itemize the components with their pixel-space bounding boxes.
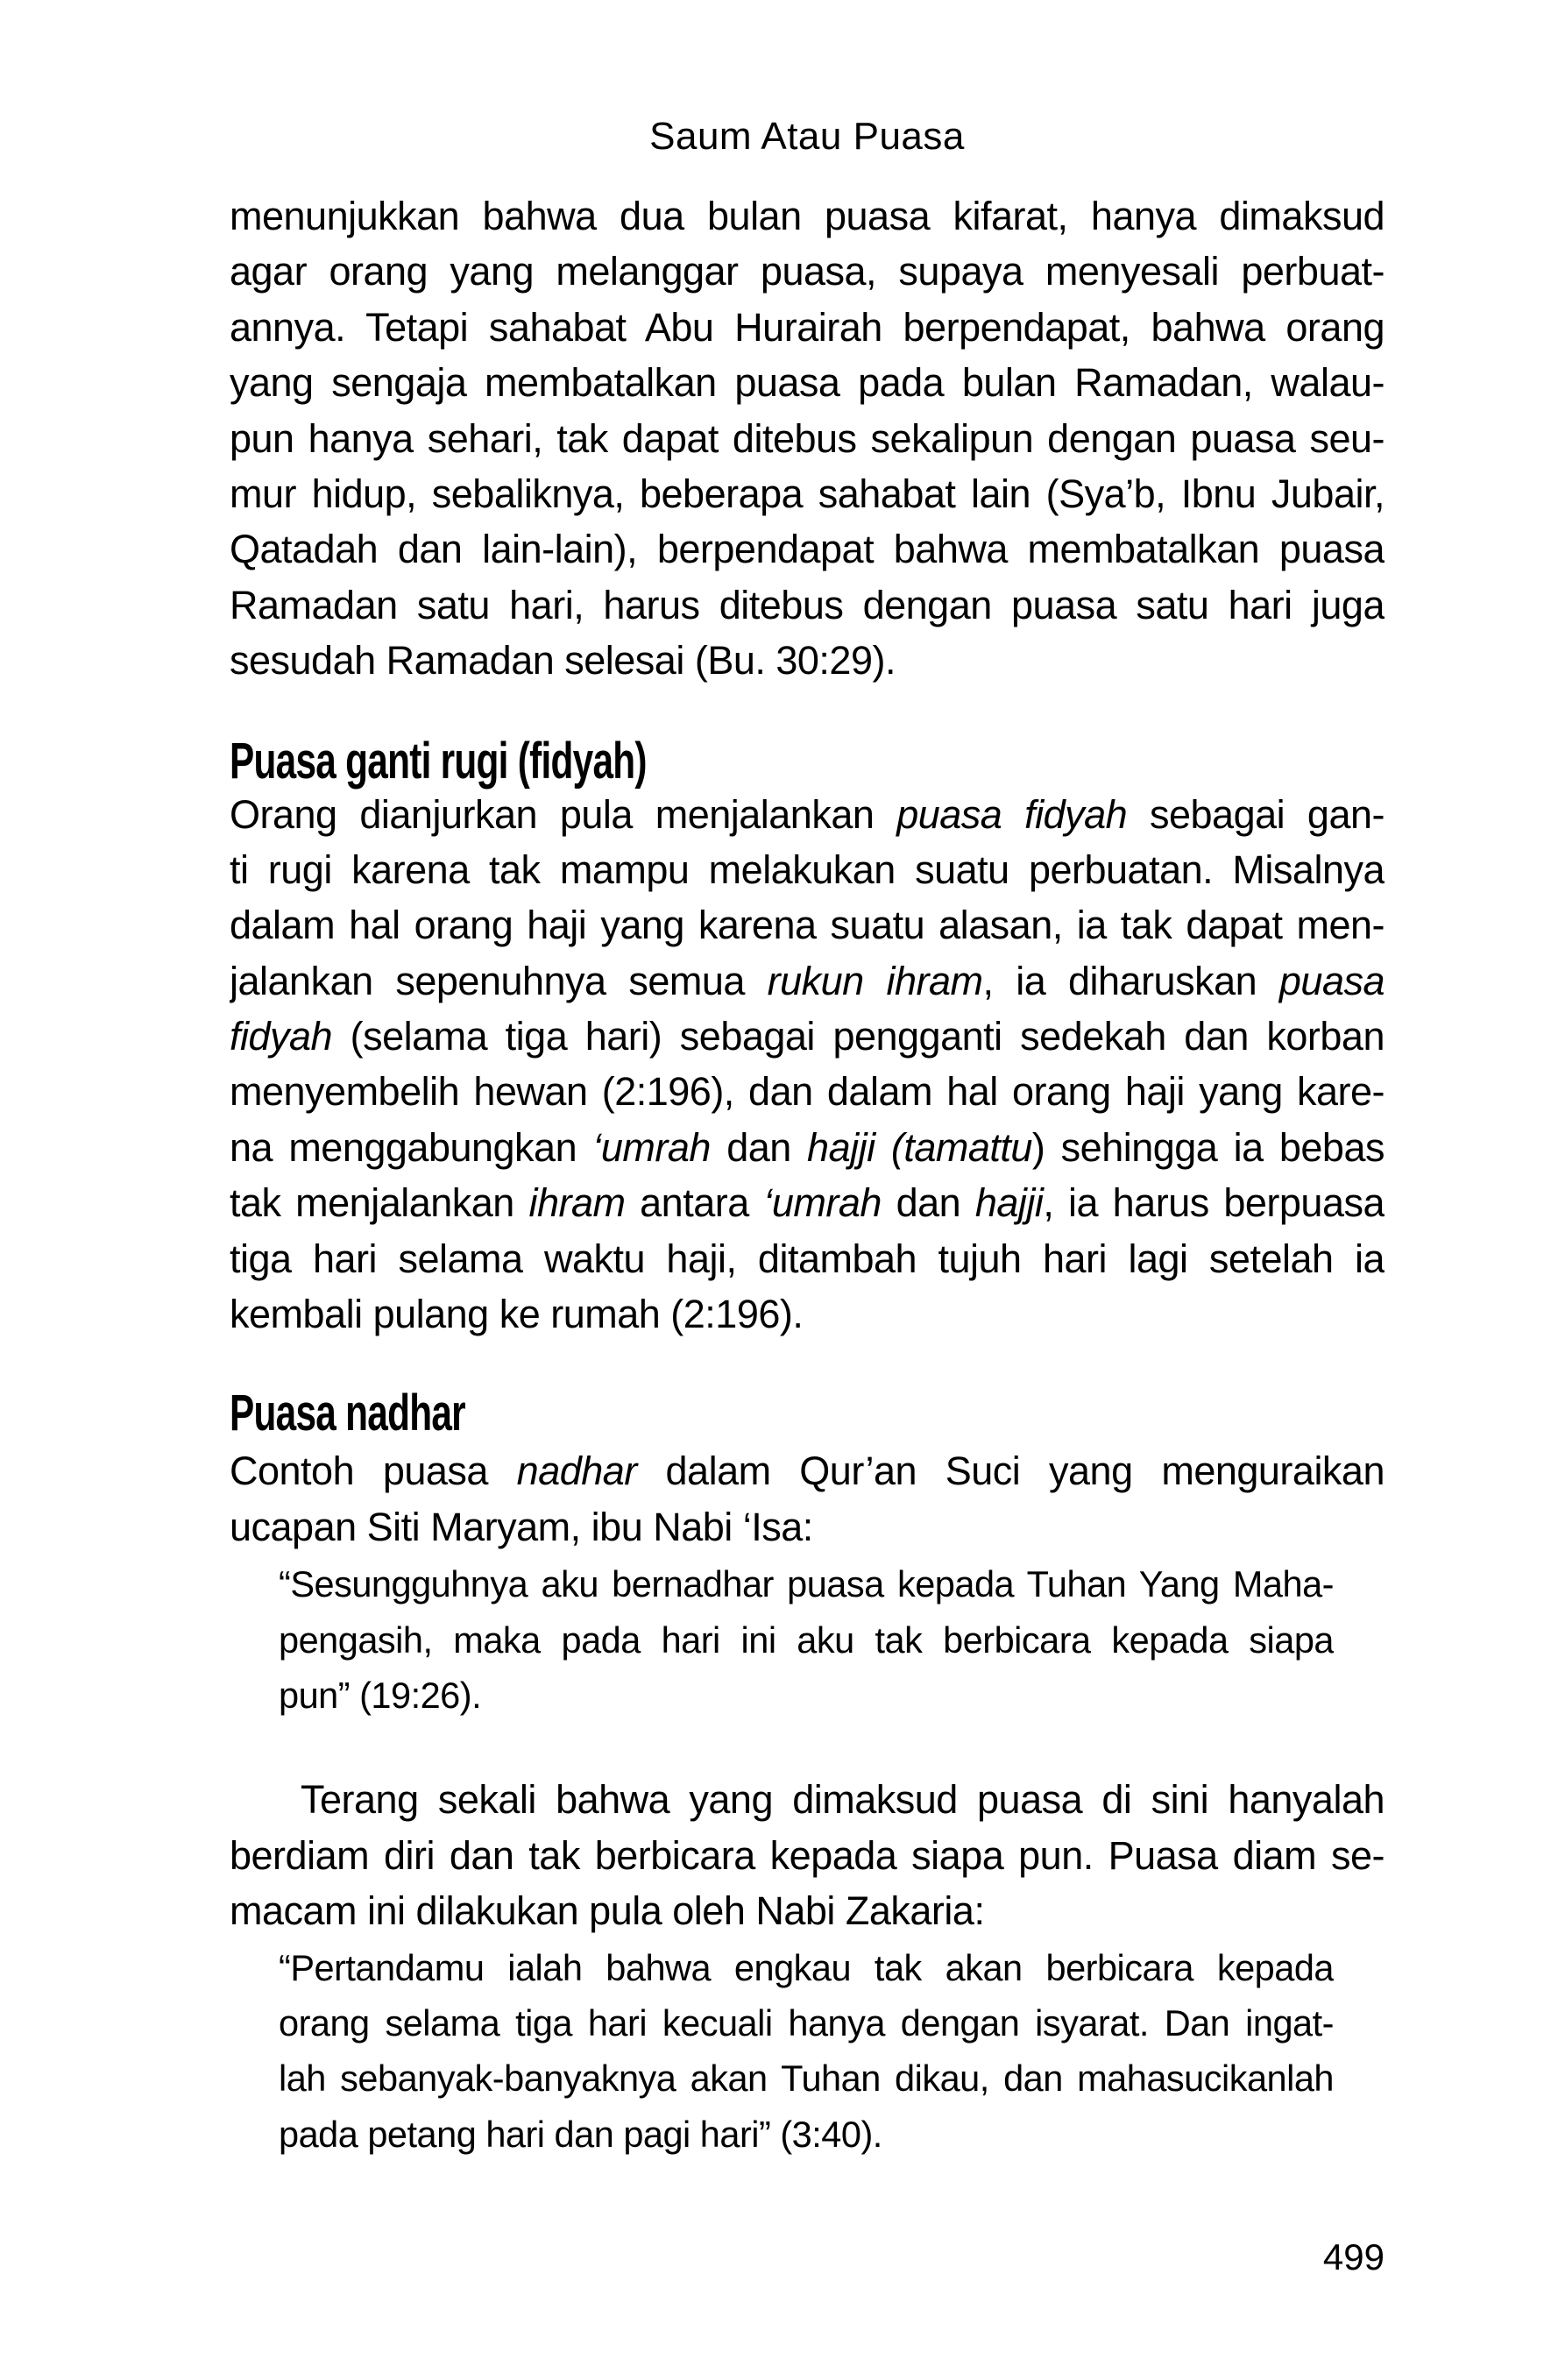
intro-paragraph [230, 188, 1385, 689]
text-line: menunjukkan bahwa dua bulan puasa kifarat, hanya dimaksud [230, 194, 1385, 238]
text-line: Terang sekali bahwa yang dimaksud puasa di sini hanyalah [301, 1777, 1385, 1823]
text-line: sesudah Ramadan selesai (Bu. 30:29). [230, 638, 896, 684]
page-number: 499 [1322, 2236, 1385, 2278]
silence-paragraph [230, 1772, 1385, 1938]
text-line: pun hanya sehari, tak dapat ditebus sekalipun dengan puasa seu- [230, 415, 1385, 461]
text-line: tak menjalankan ihram antara ‘umrah dan hajji, ia harus berpuasa [230, 1180, 1385, 1226]
text-line: fidyah (selama tiga hari) sebagai pengganti sedekah dan korban [230, 1014, 1385, 1059]
text-line: “Pertandamu ialah bahwa engkau tak akan berbicara kepada [279, 1946, 1334, 1988]
text-line: kembali pulang ke rumah (2:196). [230, 1292, 804, 1337]
text-line: lah sebanyak-banyaknya akan Tuhan dikau, dan mahasucikanlah [279, 2058, 1334, 2100]
nadhar-paragraph [230, 1443, 1385, 1555]
text-line: ucapan Siti Maryam, ibu Nabi ‘Isa: [230, 1504, 813, 1549]
section-heading-fidyah [230, 732, 1385, 790]
text-line: pada petang hari dan pagi hari” (3:40). [279, 2113, 882, 2155]
text-line: pengasih, maka pada hari ini aku tak berbicara kepada siapa [279, 1619, 1334, 1661]
text-line: pun” (19:26). [279, 1674, 482, 1716]
fidyah-paragraph [230, 787, 1385, 1342]
text-line: jalankan sepenuhnya semua rukun ihram, ia diharuskan puasa [230, 958, 1385, 1003]
text-line: Contoh puasa nadhar dalam Qur’an Suci yang menguraikan [230, 1449, 1385, 1494]
section-heading-text: Puasa nadhar [230, 1385, 465, 1442]
text-line: macam ini dilakukan pula oleh Nabi Zakaria: [230, 1888, 985, 1934]
text-line: mur hidup, sebaliknya, beberapa sahabat lain (Sya’b, Ibnu Jubair, [230, 471, 1385, 516]
zakaria-quote [230, 1940, 1385, 2163]
text-line: annya. Tetapi sahabat Abu Hurairah berpendapat, bahwa orang [230, 304, 1385, 350]
section-heading-nadhar [230, 1385, 1385, 1442]
text-line: na menggabungkan ‘umrah dan hajji (tamattu) sehingga ia bebas [230, 1124, 1385, 1170]
section-heading-text: Puasa ganti rugi (fidyah) [230, 732, 647, 790]
text-line: dalam hal orang haji yang karena suatu alasan, ia tak dapat men- [230, 903, 1385, 948]
text-line: agar orang yang melanggar puasa, supaya menyesali perbuat- [230, 249, 1385, 294]
page-body [230, 188, 1385, 2162]
maryam-quote [230, 1556, 1385, 1723]
text-line: tiga hari selama waktu haji, ditambah tujuh hari lagi setelah ia [230, 1236, 1385, 1281]
text-line: ti rugi karena tak mampu melakukan suatu perbuatan. Misalnya [230, 846, 1385, 892]
text-line: “Sesungguhnya aku bernadhar puasa kepada Tuhan Yang Maha- [279, 1563, 1334, 1605]
text-column [230, 0, 1385, 2284]
running-header: Saum Atau Puasa [649, 115, 965, 158]
text-line: Orang dianjurkan pula menjalankan puasa fidyah sebagai gan- [230, 791, 1385, 837]
text-line: orang selama tiga hari kecuali hanya dengan isyarat. Dan ingat- [279, 2001, 1334, 2044]
text-line: Ramadan satu hari, harus ditebus dengan puasa satu hari juga [230, 582, 1385, 627]
text-line: yang sengaja membatalkan puasa pada bulan Ramadan, walau- [230, 360, 1385, 406]
text-line: berdiam diri dan tak berbicara kepada siapa pun. Puasa diam se- [230, 1832, 1385, 1878]
text-line: Qatadah dan lain-lain), berpendapat bahwa membatalkan puasa [230, 527, 1385, 572]
text-line: menyembelih hewan (2:196), dan dalam hal orang haji yang kare- [230, 1069, 1385, 1115]
